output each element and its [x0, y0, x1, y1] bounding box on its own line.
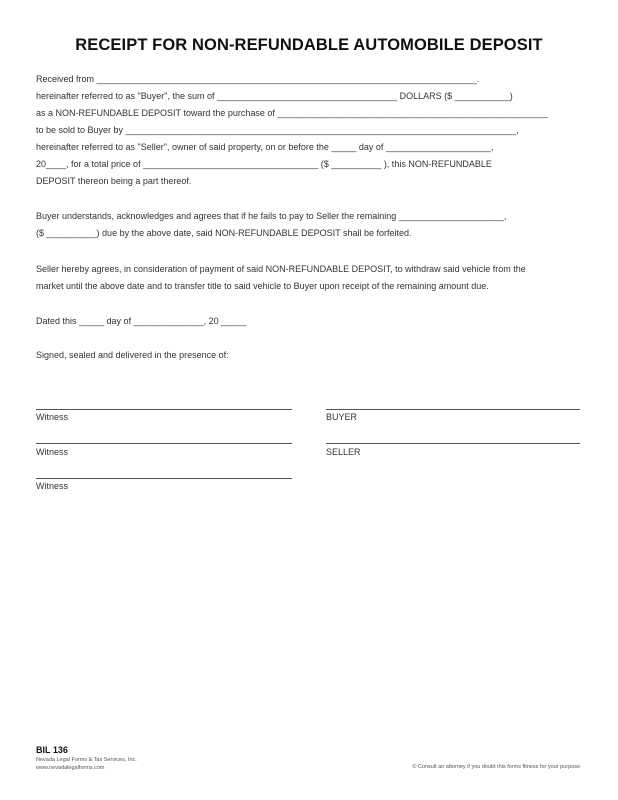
document-title: RECEIPT FOR NON-REFUNDABLE AUTOMOBILE DEPOSIT	[75, 36, 543, 54]
paragraph2-line-1: Buyer understands, acknowledges and agrees that if he fails to pay to Seller the remaining _____________________,	[36, 211, 507, 221]
disclaimer-note: © Consult an attorney if you doubt this forms fitness for your purpose	[412, 764, 580, 770]
signed-line: Signed, sealed and delivered in the presence of:	[36, 350, 229, 360]
body-line-5: hereinafter referred to as "Seller", owner of said property, on or before the _____ day of _____________________,	[36, 142, 494, 152]
body-line-4: to be sold to Buyer by ______________________________________________________________________________,	[36, 125, 519, 135]
body-line-6: 20____, for a total price of ___________________________________ ($ __________ ), this NON-REFUNDABLE	[36, 159, 492, 169]
paragraph3-line-2: market until the above date and to transfer title to said vehicle to Buyer upon receipt of the remaining amount due.	[36, 281, 489, 291]
paragraph3-line-1: Seller hereby agrees, in consideration of payment of said NON-REFUNDABLE DEPOSIT, to withdraw said vehicle from the	[36, 264, 526, 274]
body-line-2: hereinafter referred to as "Buyer", the sum of ____________________________________ DOLLARS ($ ___________)	[36, 91, 513, 101]
form-number: BIL 136	[36, 745, 68, 755]
publisher-website: www.nevadalegalforms.com	[36, 765, 105, 771]
dated-line: Dated this _____ day of ______________, 20 _____	[36, 316, 247, 326]
buyer-label: BUYER	[326, 412, 358, 422]
witness-signature-line-1	[36, 409, 292, 410]
witness-label-1: Witness	[36, 412, 69, 422]
body-line-7: DEPOSIT thereon being a part thereof.	[36, 176, 192, 186]
body-line-3: as a NON-REFUNDABLE DEPOSIT toward the purchase of ______________________________________________________	[36, 108, 548, 118]
seller-label: SELLER	[326, 447, 361, 457]
witness-signature-line-3	[36, 478, 292, 479]
buyer-signature-line	[326, 409, 580, 410]
seller-signature-line	[326, 443, 580, 444]
witness-signature-line-2	[36, 443, 292, 444]
publisher-name: Nevada Legal Forms & Tax Services, Inc.	[36, 757, 137, 763]
paragraph2-line-2: ($ __________) due by the above date, said NON-REFUNDABLE DEPOSIT shall be forfeited.	[36, 228, 412, 238]
body-line-1: Received from ____________________________________________________________________________.	[36, 74, 480, 84]
witness-label-3: Witness	[36, 481, 69, 491]
witness-label-2: Witness	[36, 447, 69, 457]
